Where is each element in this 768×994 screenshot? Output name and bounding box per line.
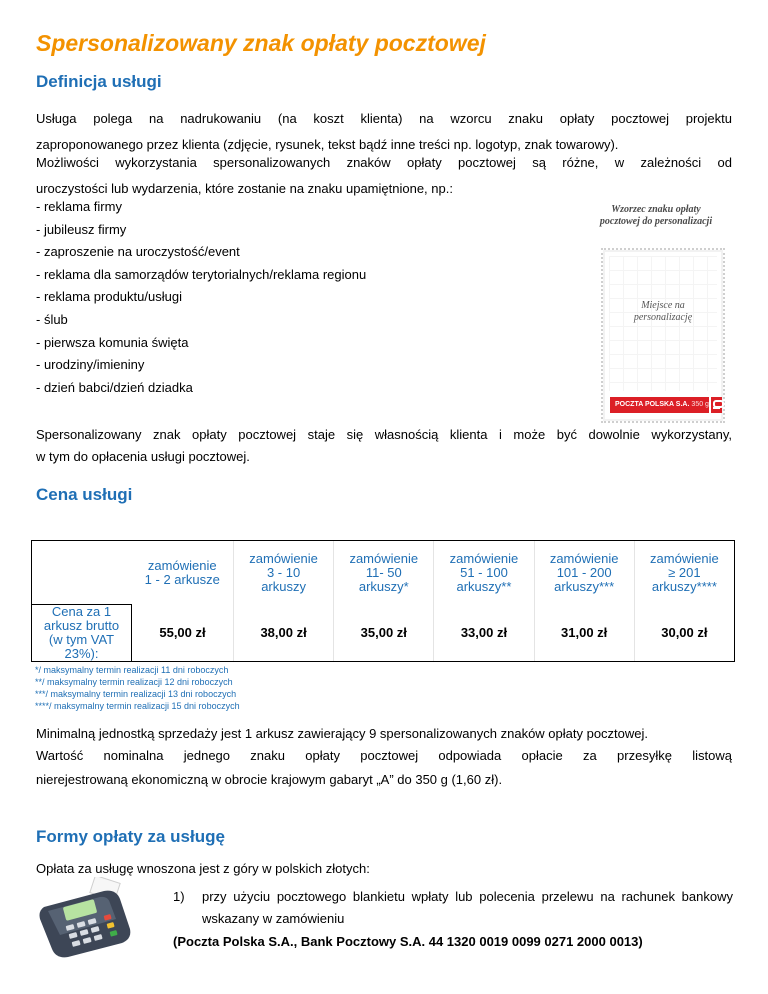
bank-account: (Poczta Polska S.A., Bank Pocztowy S.A. 44 1320 0019 0099 0271 2000 0013)	[173, 934, 643, 949]
usage-list	[36, 199, 366, 402]
row-label-line: (w tym VAT	[48, 632, 115, 647]
stamp-brand-text: POCZTA POLSKA S.A.	[615, 401, 690, 408]
stamp-caption-line: pocztowej do personalizacji	[599, 216, 713, 227]
column-header-line: arkuszy*	[358, 578, 409, 594]
price-cell: 31,00 zł	[534, 605, 634, 662]
payment-intro: Opłata za usługę wnoszona jest z góry w polskich złotych:	[36, 861, 370, 876]
column-header-line: arkuszy****	[651, 578, 717, 594]
stamp-placeholder-line: Miejsce na	[641, 300, 685, 311]
stamp-caption-line: Wzorzec znaku opłaty	[611, 204, 701, 215]
payment-item-line: przy użyciu pocztowego blankietu wpłaty lub polecenia przelewu na rachunek bankowy	[202, 889, 733, 904]
stamp-value: 350 g	[691, 401, 709, 408]
price-cell: 38,00 zł	[234, 605, 334, 662]
row-label-line: 23%):	[64, 646, 99, 661]
price-table	[31, 540, 735, 662]
footnotes	[35, 664, 240, 712]
column-header-line: 1 - 2 arkusze	[144, 571, 220, 587]
payment-item-line: wskazany w zamówieniu	[202, 911, 345, 926]
list-item: - jubileusz firmy	[36, 221, 127, 237]
column-header-line: ≥ 201	[668, 564, 701, 580]
row-label-line: Cena za 1	[51, 604, 112, 619]
column-header-line: zamówienie	[650, 550, 719, 566]
heading-price: Cena usługi	[36, 485, 133, 504]
definition-para2-line2: uroczystości lub wydarzenia, które zostanie na znaku upamiętnione, np.:	[36, 181, 453, 196]
poczta-logo-icon	[711, 397, 722, 413]
table-row	[32, 605, 735, 662]
column-header-line: zamówienie	[449, 550, 519, 566]
column-header-line: 3 - 10	[266, 564, 301, 580]
stamp-placeholder-line: personalizację	[633, 312, 693, 323]
price-cell: 33,00 zł	[434, 605, 534, 662]
list-item: - reklama dla samorządów terytorialnych/reklama regionu	[36, 266, 367, 282]
definition-para1-line1: Usługa polega na nadrukowaniu (na koszt klienta) na wzorcu znaku opłaty pocztowej projektu	[36, 111, 732, 126]
list-item: - zaproszenie na uroczystość/event	[36, 244, 240, 260]
column-header-line: arkuszy***	[554, 578, 615, 594]
definition-para3-line1: Spersonalizowany znak opłaty pocztowej staje się własnością klienta i może być dowolnie wykorzystany,	[36, 427, 732, 442]
stamp-placeholder	[609, 300, 717, 324]
column-header	[534, 541, 634, 605]
payment-item-number: 1)	[173, 889, 185, 904]
nominal-value-line1: Wartość nominalna jednego znaku opłaty pocztowej odpowiada opłacie za przesyłkę listową	[36, 748, 732, 763]
table-row	[32, 541, 735, 605]
footnote: ***/ maksymalny termin realizacji 13 dni roboczych	[35, 689, 237, 699]
column-header	[334, 541, 434, 605]
nominal-value-line2: nierejestrowaną ekonomiczną w obrocie krajowym gabaryt „A” do 350 g (1,60 zł).	[36, 772, 503, 787]
column-header-line: zamówienie	[147, 557, 217, 573]
list-item: - reklama firmy	[36, 199, 122, 214]
column-header	[434, 541, 534, 605]
column-header-line: 101 - 200	[556, 564, 612, 580]
column-header-line: zamówienie	[249, 550, 318, 566]
table-corner-cell	[32, 541, 132, 605]
column-header	[234, 541, 334, 605]
row-label	[32, 605, 132, 662]
column-header-line: 11- 50	[365, 564, 402, 580]
list-item: - reklama produktu/usługi	[36, 289, 182, 305]
stamp-caption	[592, 204, 720, 228]
min-unit-text: Minimalną jednostką sprzedaży jest 1 arkusz zawierający 9 spersonalizowanych znaków opłaty pocztowej.	[36, 726, 649, 741]
price-cell: 30,00 zł	[634, 605, 734, 662]
list-item: - dzień babci/dzień dziadka	[36, 379, 193, 395]
definition-para3-line2: w tym do opłacenia usługi pocztowej.	[36, 449, 250, 464]
column-header-line: zamówienie	[549, 550, 619, 566]
column-header-line: arkuszy	[261, 578, 306, 594]
column-header-line: zamówienie	[349, 550, 419, 566]
price-cell: 35,00 zł	[334, 605, 434, 662]
page-title: Spersonalizowany znak opłaty pocztowej	[36, 30, 486, 56]
footnote: */ maksymalny termin realizacji 11 dni roboczych	[35, 665, 229, 675]
heading-payment: Formy opłaty za usługę	[36, 827, 225, 846]
payment-terminal-icon	[34, 877, 134, 959]
payment-item-1	[173, 884, 733, 932]
footnote: **/ maksymalny termin realizacji 12 dni roboczych	[35, 677, 233, 687]
footnote: ****/ maksymalny termin realizacji 15 dni roboczych	[35, 701, 240, 711]
column-header	[634, 541, 734, 605]
stamp-brand-band	[610, 397, 709, 413]
heading-definition: Definicja usługi	[36, 72, 162, 91]
list-item: - ślub	[36, 311, 68, 327]
column-header-line: 51 - 100	[460, 564, 508, 580]
stamp-template	[601, 248, 725, 423]
list-item: - pierwsza komunia święta	[36, 334, 189, 350]
price-cell: 55,00 zł	[132, 605, 234, 662]
definition-para2-line1: Możliwości wykorzystania spersonalizowanych znaków opłaty pocztowej są różne, w zależności od	[36, 155, 732, 170]
stamp-personalization-area	[609, 256, 717, 391]
row-label-line: arkusz brutto	[43, 618, 120, 633]
column-header-line: arkuszy**	[456, 578, 512, 594]
list-item: - urodziny/imieniny	[36, 357, 145, 373]
definition-para1-line2: zaproponowanego przez klienta (zdjęcie, rysunek, tekst bądź inne treści np. logotyp, znak towarowy).	[36, 137, 619, 152]
column-header	[132, 541, 234, 605]
